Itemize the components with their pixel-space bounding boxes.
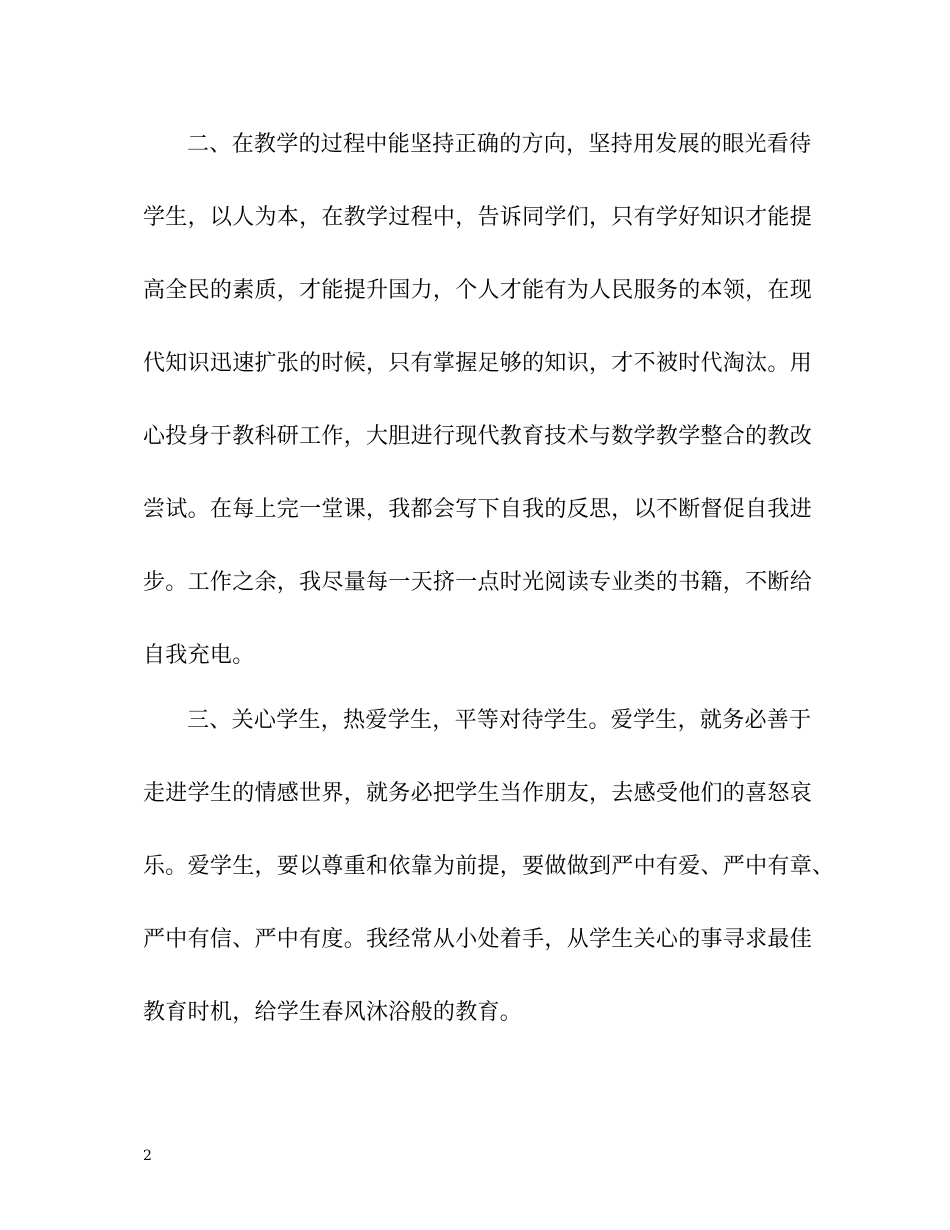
paragraph-2-line-8: 自我充电。 [143, 643, 255, 668]
paragraph-3-line-3: 乐。爱学生，要以尊重和依靠为前提，要做做到严中有爱、严中有章、 [143, 854, 835, 879]
paragraph-2-line-2: 学生，以人为本，在教学过程中，告诉同学们，只有学好知识才能提 [143, 205, 813, 230]
page-number: 2 [143, 1148, 152, 1164]
paragraph-2-line-5: 心投身于教科研工作，大胆进行现代教育技术与数学教学整合的教改 [143, 424, 813, 449]
paragraph-3-line-5: 教育时机，给学生春风沐浴般的教育。 [143, 1000, 523, 1025]
paragraph-2-line-1: 二、在教学的过程中能坚持正确的方向，坚持用发展的眼光看待 [187, 132, 812, 157]
paragraph-2-line-7: 步。工作之余，我尽量每一天挤一点时光阅读专业类的书籍，不断给 [143, 570, 813, 595]
paragraph-2-line-6: 尝试。在每上完一堂课，我都会写下自我的反思，以不断督促自我进 [143, 497, 813, 522]
paragraph-2-line-3: 高全民的素质，才能提升国力，个人才能有为人民服务的本领，在现 [143, 278, 813, 303]
paragraph-2-line-4: 代知识迅速扩张的时候，只有掌握足够的知识，才不被时代淘汰。用 [143, 351, 813, 376]
paragraph-3-line-4: 严中有信、严中有度。我经常从小处着手，从学生关心的事寻求最佳 [143, 927, 813, 952]
paragraph-3-line-1: 三、关心学生，热爱学生，平等对待学生。爱学生，就务必善于 [187, 708, 812, 733]
paragraph-3-line-2: 走进学生的情感世界，就务必把学生当作朋友，去感受他们的喜怒哀 [143, 781, 813, 806]
